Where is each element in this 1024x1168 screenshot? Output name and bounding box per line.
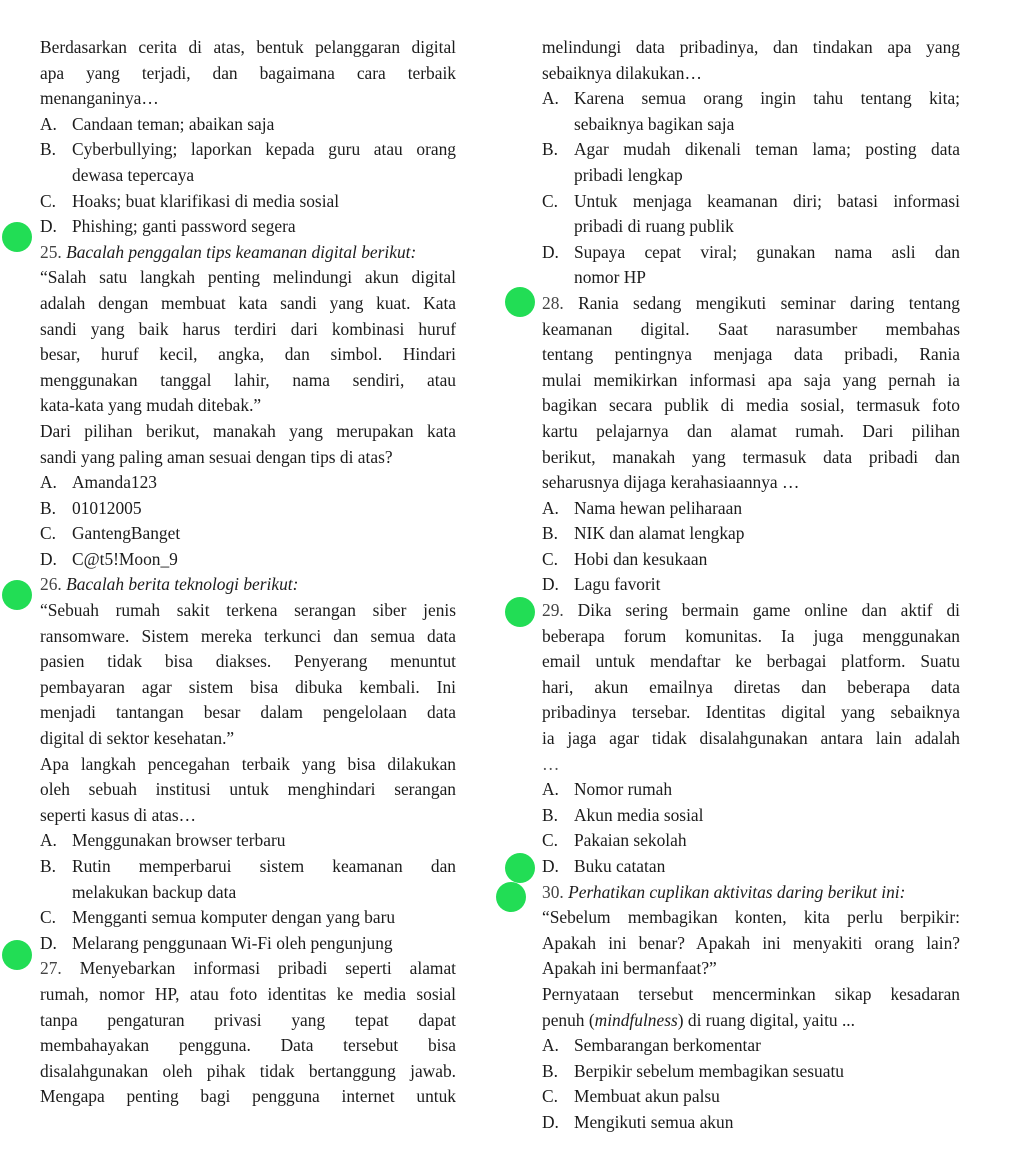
q25-option-c[interactable]: C. GantengBanget [40,523,181,544]
highlight-dot-q27 [2,940,32,970]
q28-text-line: seharusnya dijaga kerahasiaannya … [542,472,800,493]
q25-quote-line: kata-kata yang mudah ditebak.” [40,395,262,416]
q27-text-line: sebaiknya dilakukan… [542,62,702,83]
q27-text-line: rumah, nomor HP, atau foto identitas ke media sosial [40,983,456,1004]
q29-text-line: pribadinya tersebar. Identitas digital yang sebaiknya [542,702,960,723]
left-column [40,35,456,1110]
q26-option-b[interactable]: B. Rutin memperbarui sistem keamanan dan melakukan backup data [40,856,456,902]
q28-text-line: mulai memikirkan informasi apa saja yang pernah ia [542,369,960,390]
highlight-dot-q25 [2,222,32,252]
q25-option-d[interactable]: D. C@t5!Moon_9 [40,548,178,569]
q26-quote-line: “Sebuah rumah sakit terkena serangan siber jenis [40,600,456,621]
q26-quote-line: ransomware. Sistem mereka terkunci dan semua data [40,625,456,646]
q29-text-line: 29. Dika sering bermain game online dan aktif di [542,600,960,621]
q26-option-d[interactable]: D. Melarang penggunaan Wi-Fi oleh pengunjung [40,932,393,953]
q25-quote-line: menggunakan tanggal lahir, nama sendiri, atau [40,369,456,390]
q24-text-line: Berdasarkan cerita di atas, bentuk pelanggaran digital [40,37,456,57]
highlight-dot-q26 [2,580,32,610]
q29-text-line: ia jaga agar tidak disalahgunakan antara lain adalah [542,728,960,749]
q24-text-line: apa yang terjadi, dan bagaimana cara terbaik [40,62,456,83]
q25-quote-line: “Salah satu langkah penting melindungi akun digital [40,267,456,288]
q29-text-line: … [542,753,560,774]
q30-option-d[interactable]: D. Mengikuti semua akun [542,1111,734,1132]
q24-text-line: menanganinya… [40,88,159,109]
q26-intro: 26. Bacalah berita teknologi berikut: [40,574,299,595]
q24-option-c[interactable]: C. Hoaks; buat klarifikasi di media sosial [40,190,340,211]
q24-option-d[interactable]: D. Phishing; ganti password segera [40,216,296,237]
q28-text-line: bagikan secara publik di media sosial, termasuk foto [542,395,960,416]
q25-quote-line: sandi yang baik harus terdiri dari kombinasi huruf [40,318,456,339]
highlight-dot-q29 [505,597,535,627]
q25-option-a[interactable]: A. Amanda123 [40,472,158,493]
q26-quote-line: pembayaran agar sistem bisa dibuka kembali. Ini [40,676,456,697]
q30-option-c[interactable]: C. Membuat akun palsu [542,1086,720,1107]
q30-option-a[interactable]: A. Sembarangan berkomentar [542,1035,761,1056]
q27-option-a[interactable]: A. Karena semua orang ingin tahu tentang kita; sebaiknya bagikan saja [542,88,960,134]
q25-intro: 25. Bacalah penggalan tips keamanan digital berikut: [40,241,417,262]
q30-quote-line: Apakah ini bermanfaat?” [542,958,717,979]
q27-text-line: tanpa pengaturan privasi yang tepat dapat [40,1009,456,1030]
q26-option-c[interactable]: C. Mengganti semua komputer dengan yang baru [40,907,396,928]
q29-option-d[interactable]: D. Buku catatan [542,856,666,876]
q29-text-line: email untuk mendaftar ke berbagai platform. Suatu [542,651,960,672]
q28-text-line: keamanan digital. Saat narasumber membahas [542,318,960,339]
q30-intro: 30. Perhatikan cuplikan aktivitas daring berikut ini: [542,881,906,902]
highlight-dot-q30 [496,882,526,912]
q29-text-line: beberapa forum komunitas. Ia juga menggunakan [542,625,960,646]
q26-quote-line: menjadi tantangan besar dalam pengelolaan data [40,702,456,723]
q27-text-line: disalahgunakan oleh pihak tidak bertanggung jawab. [40,1060,456,1081]
q28-text-line: berikut, manakah yang termasuk data pribadi dan [542,446,960,467]
q27-option-d[interactable]: D. Supaya cepat viral; gunakan nama asli dan nomor HP [542,241,960,288]
q28-option-a[interactable]: A. Nama hewan peliharaan [542,497,743,518]
q30-option-b[interactable]: B. Berpikir sebelum membagikan sesuatu [542,1060,844,1081]
q27-text-line: 27. Menyebarkan informasi pribadi seperti alamat [40,958,456,979]
q26-question-line: Apa langkah pencegahan terbaik yang bisa dilakukan [40,753,456,774]
right-column [542,35,960,1136]
q27-text-line: melindungi data pribadinya, dan tindakan apa yang [542,37,960,57]
q28-text-line: tentang pentingnya menjaga data pribadi, Rania [542,344,960,365]
q30-statement-line: penuh (mindfulness) di ruang digital, yaitu ... [542,1009,855,1030]
q28-option-d[interactable]: D. Lagu favorit [542,574,661,595]
q24-option-a[interactable]: A. Candaan teman; abaikan saja [40,113,275,134]
q30-quote-line: Apakah ini benar? Apakah ini menyakiti orang lain? [542,932,960,953]
q29-text-line: hari, akun emailnya diretas dan beberapa data [542,676,960,697]
q25-quote-line: besar, huruf kecil, angka, dan simbol. Hindari [40,344,456,365]
q25-question-line: Dari pilihan berikut, manakah yang merupakan kata [40,420,456,441]
q26-question-line: seperti kasus di atas… [40,804,196,825]
q27-text-line: membahayakan pengguna. Data tersebut bisa [40,1035,456,1056]
q25-question-line: sandi yang paling aman sesuai dengan tips di atas? [40,446,393,467]
q26-option-a[interactable]: A. Menggunakan browser terbaru [40,830,286,851]
q30-statement-line: Pernyataan tersebut mencerminkan sikap kesadaran [542,983,960,1004]
q29-option-c[interactable]: C. Pakaian sekolah [542,830,687,851]
q26-question-line: oleh sebuah institusi untuk menghindari serangan [40,779,456,800]
q24-option-b[interactable]: B. Cyberbullying; laporkan kepada guru atau orang dewasa tepercaya [40,139,456,185]
q27-option-c[interactable]: C. Untuk menjaga keamanan diri; batasi informasi pribadi di ruang publik [542,190,960,237]
highlight-dot-q28 [505,287,535,317]
q28-option-c[interactable]: C. Hobi dan kesukaan [542,548,708,569]
q29-option-a[interactable]: A. Nomor rumah [542,779,673,800]
q27-text-line: Mengapa penting bagi pengguna internet untuk [40,1086,456,1107]
highlight-dot-q29b [505,853,535,883]
q28-text-line: 28. Rania sedang mengikuti seminar daring tentang [542,292,960,313]
q27-option-b[interactable]: B. Agar mudah dikenali teman lama; posting data pribadi lengkap [542,139,960,185]
q25-quote-line: adalah dengan membuat kata sandi yang kuat. Kata [40,292,456,313]
q25-option-b[interactable]: B. 01012005 [40,497,142,518]
q28-option-b[interactable]: B. NIK dan alamat lengkap [542,523,745,544]
q29-option-b[interactable]: B. Akun media sosial [542,804,704,825]
q26-quote-line: pasien tidak bisa diakses. Penyerang menuntut [40,651,456,672]
q30-quote-line: “Sebelum membagikan konten, kita perlu berpikir: [542,907,960,928]
q28-text-line: kartu pelajarnya dan alamat rumah. Dari pilihan [542,420,960,441]
q26-quote-line: digital di sektor kesehatan.” [40,728,235,749]
